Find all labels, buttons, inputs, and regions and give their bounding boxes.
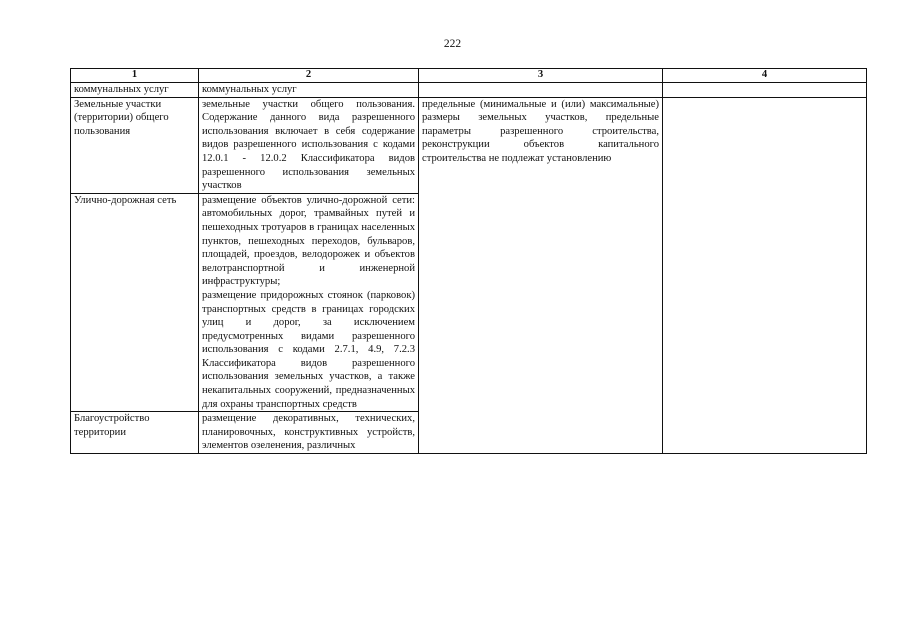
column-header-1: 1 [71,69,199,83]
continuation-cell-2: коммунальных услуг [199,83,419,98]
continuation-cell-1: коммунальных услуг [71,83,199,98]
continuation-cell-4 [663,83,867,98]
use-description-part: размещение объектов улично-дорожной сети: автомобильных дорог, трамвайных путей и пешеходных тротуаров в границах населенных пунктов, пешеходных переходов, бульваров, площадей, проездов, велодорожек и объектов велотранспортной и инженерной инфраструктуры; [202,194,415,288]
use-name-cell: Благоустройство территории [71,412,199,454]
use-description-cell: земельные участки общего пользования. Содержание данного вида разрешенного использования включает в себя содержание видов разрешенного использования с кодами 12.0.1 - 12.0.2 Классификатора видов разрешенного использования земельных участков [199,97,419,193]
use-description-cell [199,193,419,412]
continuation-cell-3 [419,83,663,98]
table-row [71,97,867,193]
use-description-cell: размещение декоративных, технических, планировочных, конструктивных устройств, элементов озеленения, различных [199,412,419,454]
column-4-cell [663,97,867,453]
parameters-cell: предельные (минимальные и (или) максимальные) размеры земельных участков, предельные параметры разрешенного строительства, реконструкции объектов капитального строительства не подлежат установлению [419,97,663,453]
use-name-cell: Земельные участки (территории) общего пользования [71,97,199,193]
column-header-3: 3 [419,69,663,83]
use-name-cell: Улично-дорожная сеть [71,193,199,412]
column-header-2: 2 [199,69,419,83]
column-header-4: 4 [663,69,867,83]
continuation-row [71,83,867,98]
use-description-part: размещение придорожных стоянок (парковок) транспортных средств в границах городских улиц и дорог, за исключением предусмотренных видами разрешенного использования с кодами 2.7.1, 4.9, 7.2.3 Классификатора видов разрешенного использования земельных участков, а также некапитальных сооружений, предназначенных для охраны транспортных средств [202,289,415,410]
zoning-table [70,68,867,454]
page-number: 222 [443,38,462,50]
table-header-row [71,69,867,83]
